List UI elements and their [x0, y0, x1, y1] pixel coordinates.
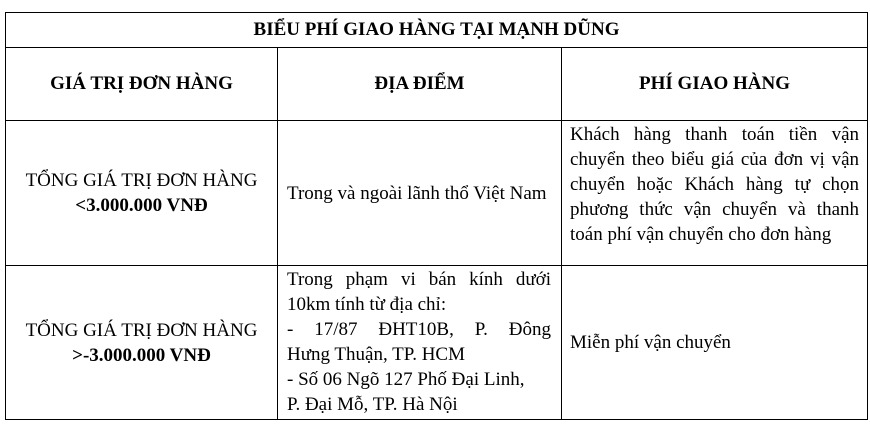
header-shipping-fee: PHÍ GIAO HÀNG [562, 48, 868, 121]
location-line: - Số 06 Ngõ 127 Phố Đại Linh, [287, 369, 525, 390]
fee-cell [562, 266, 868, 420]
location-line: P. Đại Mỗ, TP. Hà Nội [287, 394, 458, 415]
location-cell [278, 121, 562, 266]
location-text: Trong và ngoài lãnh thổ Việt Nam [287, 182, 547, 204]
table-row [6, 266, 868, 420]
fee-text: Khách hàng thanh toán tiền vận chuyển theo biểu giá của đơn vị vận chuyển hoặc Khách hàng tự chọn phương thức vận chuyển và thanh toán phí vận chuyển cho đơn hàng [570, 124, 860, 245]
fee-text: Miễn phí vận chuyển [570, 332, 731, 353]
order-value-threshold: <3.000.000 VNĐ [75, 195, 208, 216]
order-value-threshold: >-3.000.000 VNĐ [72, 344, 211, 366]
location-line: 10km tính từ địa chỉ: [287, 294, 447, 315]
order-value-label: TỔNG GIÁ TRỊ ĐƠN HÀNG [25, 319, 258, 341]
table-row [6, 121, 868, 266]
fee-cell [562, 121, 868, 266]
header-location: ĐỊA ĐIỂM [278, 48, 562, 121]
order-value-cell [6, 121, 278, 266]
table-title: BIỂU PHÍ GIAO HÀNG TẠI MẠNH DŨNG [6, 13, 868, 48]
order-value-label: TỔNG GIÁ TRỊ ĐƠN HÀNG [25, 170, 258, 191]
location-line: Trong phạm vi bán kính dưới [287, 269, 551, 290]
location-line: - 17/87 ĐHT10B, P. Đông [287, 319, 551, 340]
header-order-value: GIÁ TRỊ ĐƠN HÀNG [6, 48, 278, 121]
location-cell [278, 266, 562, 420]
location-line: Hưng Thuận, TP. HCM [287, 344, 465, 365]
shipping-fee-table [5, 12, 868, 420]
order-value-cell [6, 266, 278, 420]
